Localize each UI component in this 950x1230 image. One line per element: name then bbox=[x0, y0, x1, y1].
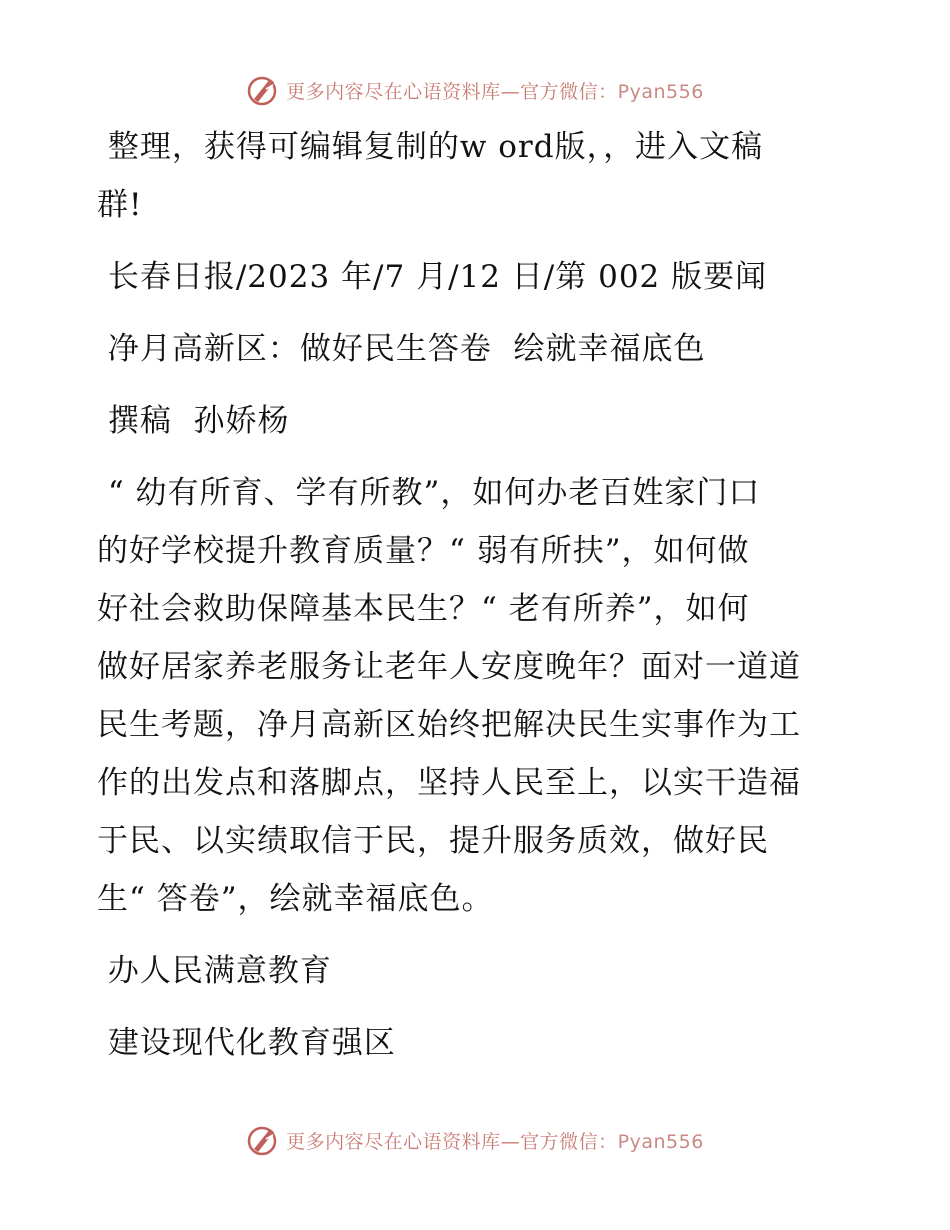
watermark-text: 更多内容尽在心语资料库—官方微信：Pyan556 bbox=[286, 80, 704, 103]
body-line: 于民、以实绩取信于民，提升服务质效，做好民 bbox=[97, 823, 769, 859]
header-watermark bbox=[0, 70, 950, 110]
intro-line: 群! bbox=[97, 187, 143, 223]
source-line: 长春日报/2023 年/7 月/12 日/第 002 版要闻 bbox=[97, 259, 768, 295]
footer-watermark bbox=[0, 1120, 950, 1160]
body-line: 民生考题，净月高新区始终把解决民生实事作为工 bbox=[97, 707, 801, 743]
body-line: 做好居家养老服务让老年人安度晚年？面对一道道 bbox=[97, 649, 801, 685]
body-line: 生“ 答卷”，绘就幸福底色。 bbox=[97, 881, 494, 917]
pen-logo-icon bbox=[246, 1123, 280, 1157]
body-line: 作的出发点和落脚点，坚持人民至上，以实干造福 bbox=[97, 765, 801, 801]
byline: 撰稿 孙娇杨 bbox=[97, 403, 290, 439]
document-body bbox=[97, 118, 857, 1072]
section-title: 办人民满意教育 bbox=[97, 953, 332, 989]
pen-logo-icon bbox=[246, 73, 280, 107]
body-line: “ 幼有所育、学有所教”，如何办老百姓家门口 bbox=[97, 475, 761, 511]
headline: 净月高新区：做好民生答卷 绘就幸福底色 bbox=[97, 331, 706, 367]
intro-line: 整理，获得可编辑复制的w ord版，，进入文稿 bbox=[97, 129, 764, 165]
section-title: 建设现代化教育强区 bbox=[97, 1025, 396, 1061]
watermark-text: 更多内容尽在心语资料库—官方微信：Pyan556 bbox=[286, 1130, 704, 1153]
body-line: 的好学校提升教育质量？“ 弱有所扶”，如何做 bbox=[97, 533, 750, 569]
body-line: 好社会救助保障基本民生？“ 老有所养”，如何 bbox=[97, 591, 750, 627]
